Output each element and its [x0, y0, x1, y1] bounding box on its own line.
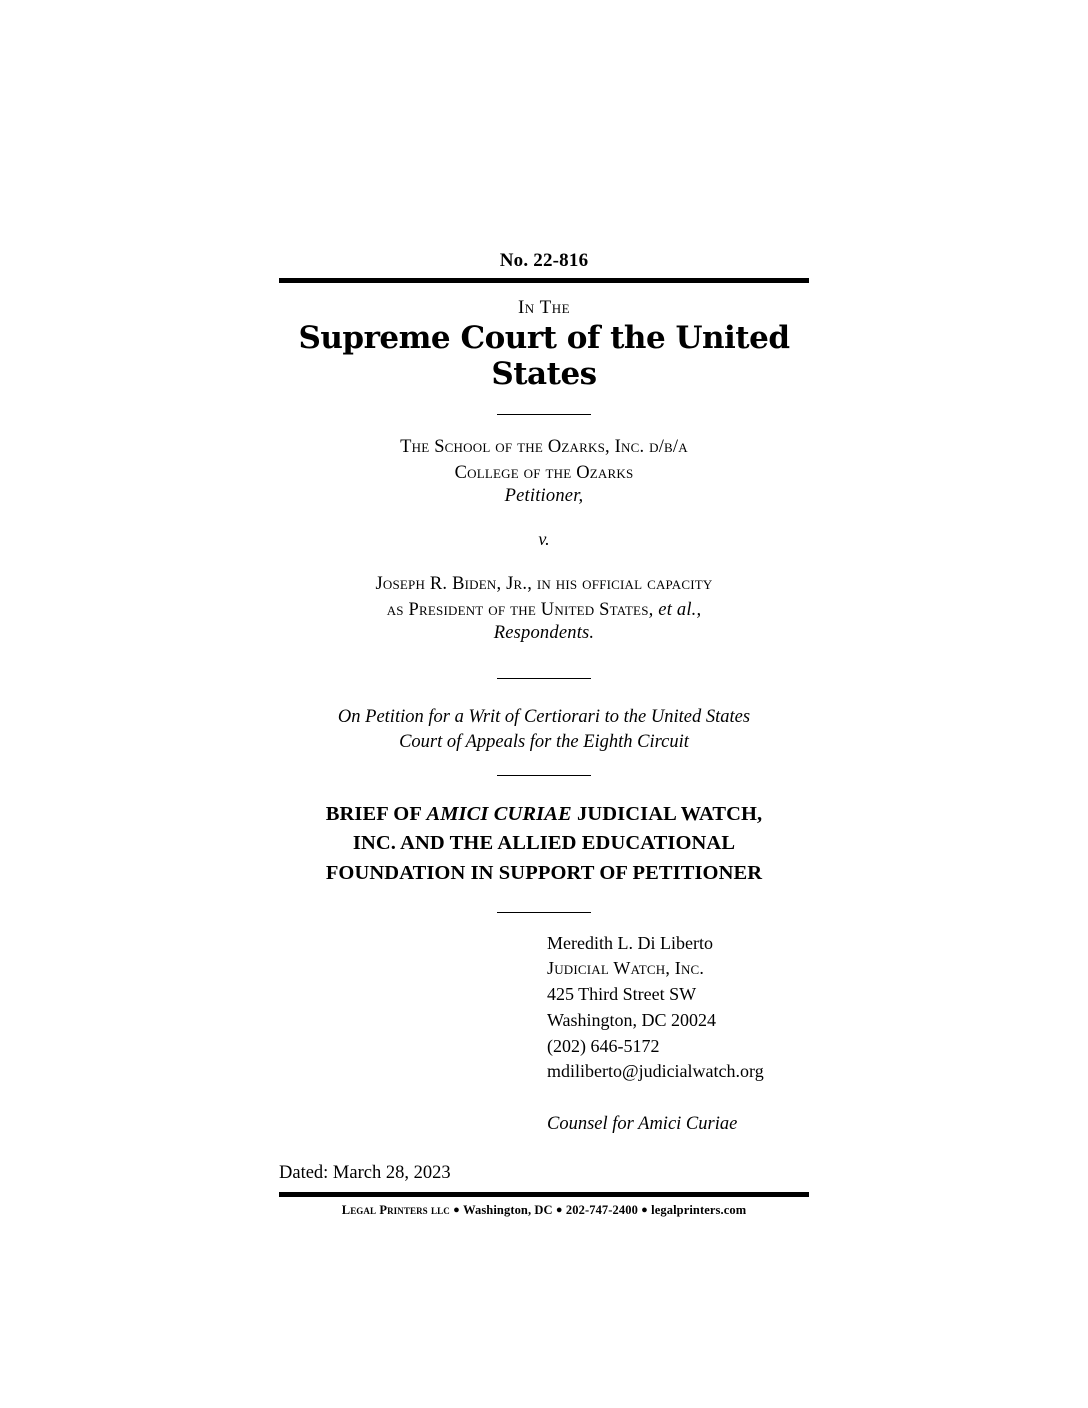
- printer-suffix: llc: [431, 1203, 450, 1218]
- counsel-address: 425 Third Street SW: [547, 984, 697, 1005]
- petitioner-name-line-1: The School of the Ozarks, Inc. d/b/a: [400, 437, 688, 458]
- petitioner-role: Petitioner,: [504, 486, 584, 507]
- divider-rule-2: [497, 678, 591, 679]
- brief-title-suffix: JUDICIAL WATCH,: [571, 803, 763, 826]
- brief-cover: [279, 250, 809, 1218]
- top-rule: [279, 278, 809, 283]
- bullet-icon-3: ●: [641, 1204, 648, 1217]
- printer-website: legalprinters.com: [651, 1203, 747, 1218]
- docket-number: No. 22-816: [499, 250, 589, 271]
- respondent-name-line-2: [279, 598, 809, 624]
- petition-line-1: On Petition for a Writ of Certiorari to the United States: [337, 707, 751, 728]
- brief-title: [279, 800, 809, 829]
- printer-credit: [279, 1203, 809, 1218]
- counsel-firm: Judicial Watch, Inc.: [547, 958, 705, 979]
- counsel-email: mdiliberto@judicialwatch.org: [547, 1061, 764, 1082]
- court-name: Supreme Court of the United States: [298, 320, 790, 392]
- in-the-label: In The: [517, 297, 571, 318]
- bullet-icon-1: ●: [453, 1204, 460, 1217]
- divider-rule-4: [497, 912, 591, 913]
- respondent-etal: , et al.,: [648, 599, 702, 620]
- divider-rule-3: [497, 775, 591, 776]
- printer-name: Legal Printers: [341, 1203, 428, 1218]
- bullet-icon-2: ●: [555, 1204, 563, 1217]
- brief-title-line-2: INC. AND THE ALLIED EDUCATIONAL: [352, 832, 736, 855]
- dated-line: Dated: March 28, 2023: [279, 1163, 451, 1184]
- brief-title-amici-curiae: AMICI CURIAE: [426, 803, 572, 826]
- brief-title-line-3: FOUNDATION IN SUPPORT OF PETITIONER: [325, 861, 763, 884]
- respondent-title: as President of the United States: [386, 599, 649, 620]
- printer-phone: 202-747-2400: [565, 1203, 638, 1218]
- counsel-name: Meredith L. Di Liberto: [547, 932, 713, 953]
- versus-label: v.: [538, 529, 550, 550]
- respondent-name-line-1: Joseph R. Biden, Jr., in his official capacity: [375, 574, 713, 595]
- counsel-role: Counsel for Amici Curiae: [547, 1114, 738, 1135]
- brief-title-prefix: BRIEF OF: [325, 803, 427, 826]
- counsel-city-state-zip: Washington, DC 20024: [547, 1009, 717, 1030]
- petition-line-2: Court of Appeals for the Eighth Circuit: [399, 732, 689, 753]
- divider-rule-1: [497, 414, 591, 415]
- counsel-phone: (202) 646-5172: [547, 1035, 660, 1056]
- respondent-role: Respondents.: [493, 623, 595, 644]
- bottom-rule: [279, 1192, 809, 1197]
- printer-city: Washington, DC: [463, 1203, 553, 1218]
- petitioner-name-line-2: College of the Ozarks: [454, 462, 634, 483]
- counsel-block: [279, 931, 809, 1138]
